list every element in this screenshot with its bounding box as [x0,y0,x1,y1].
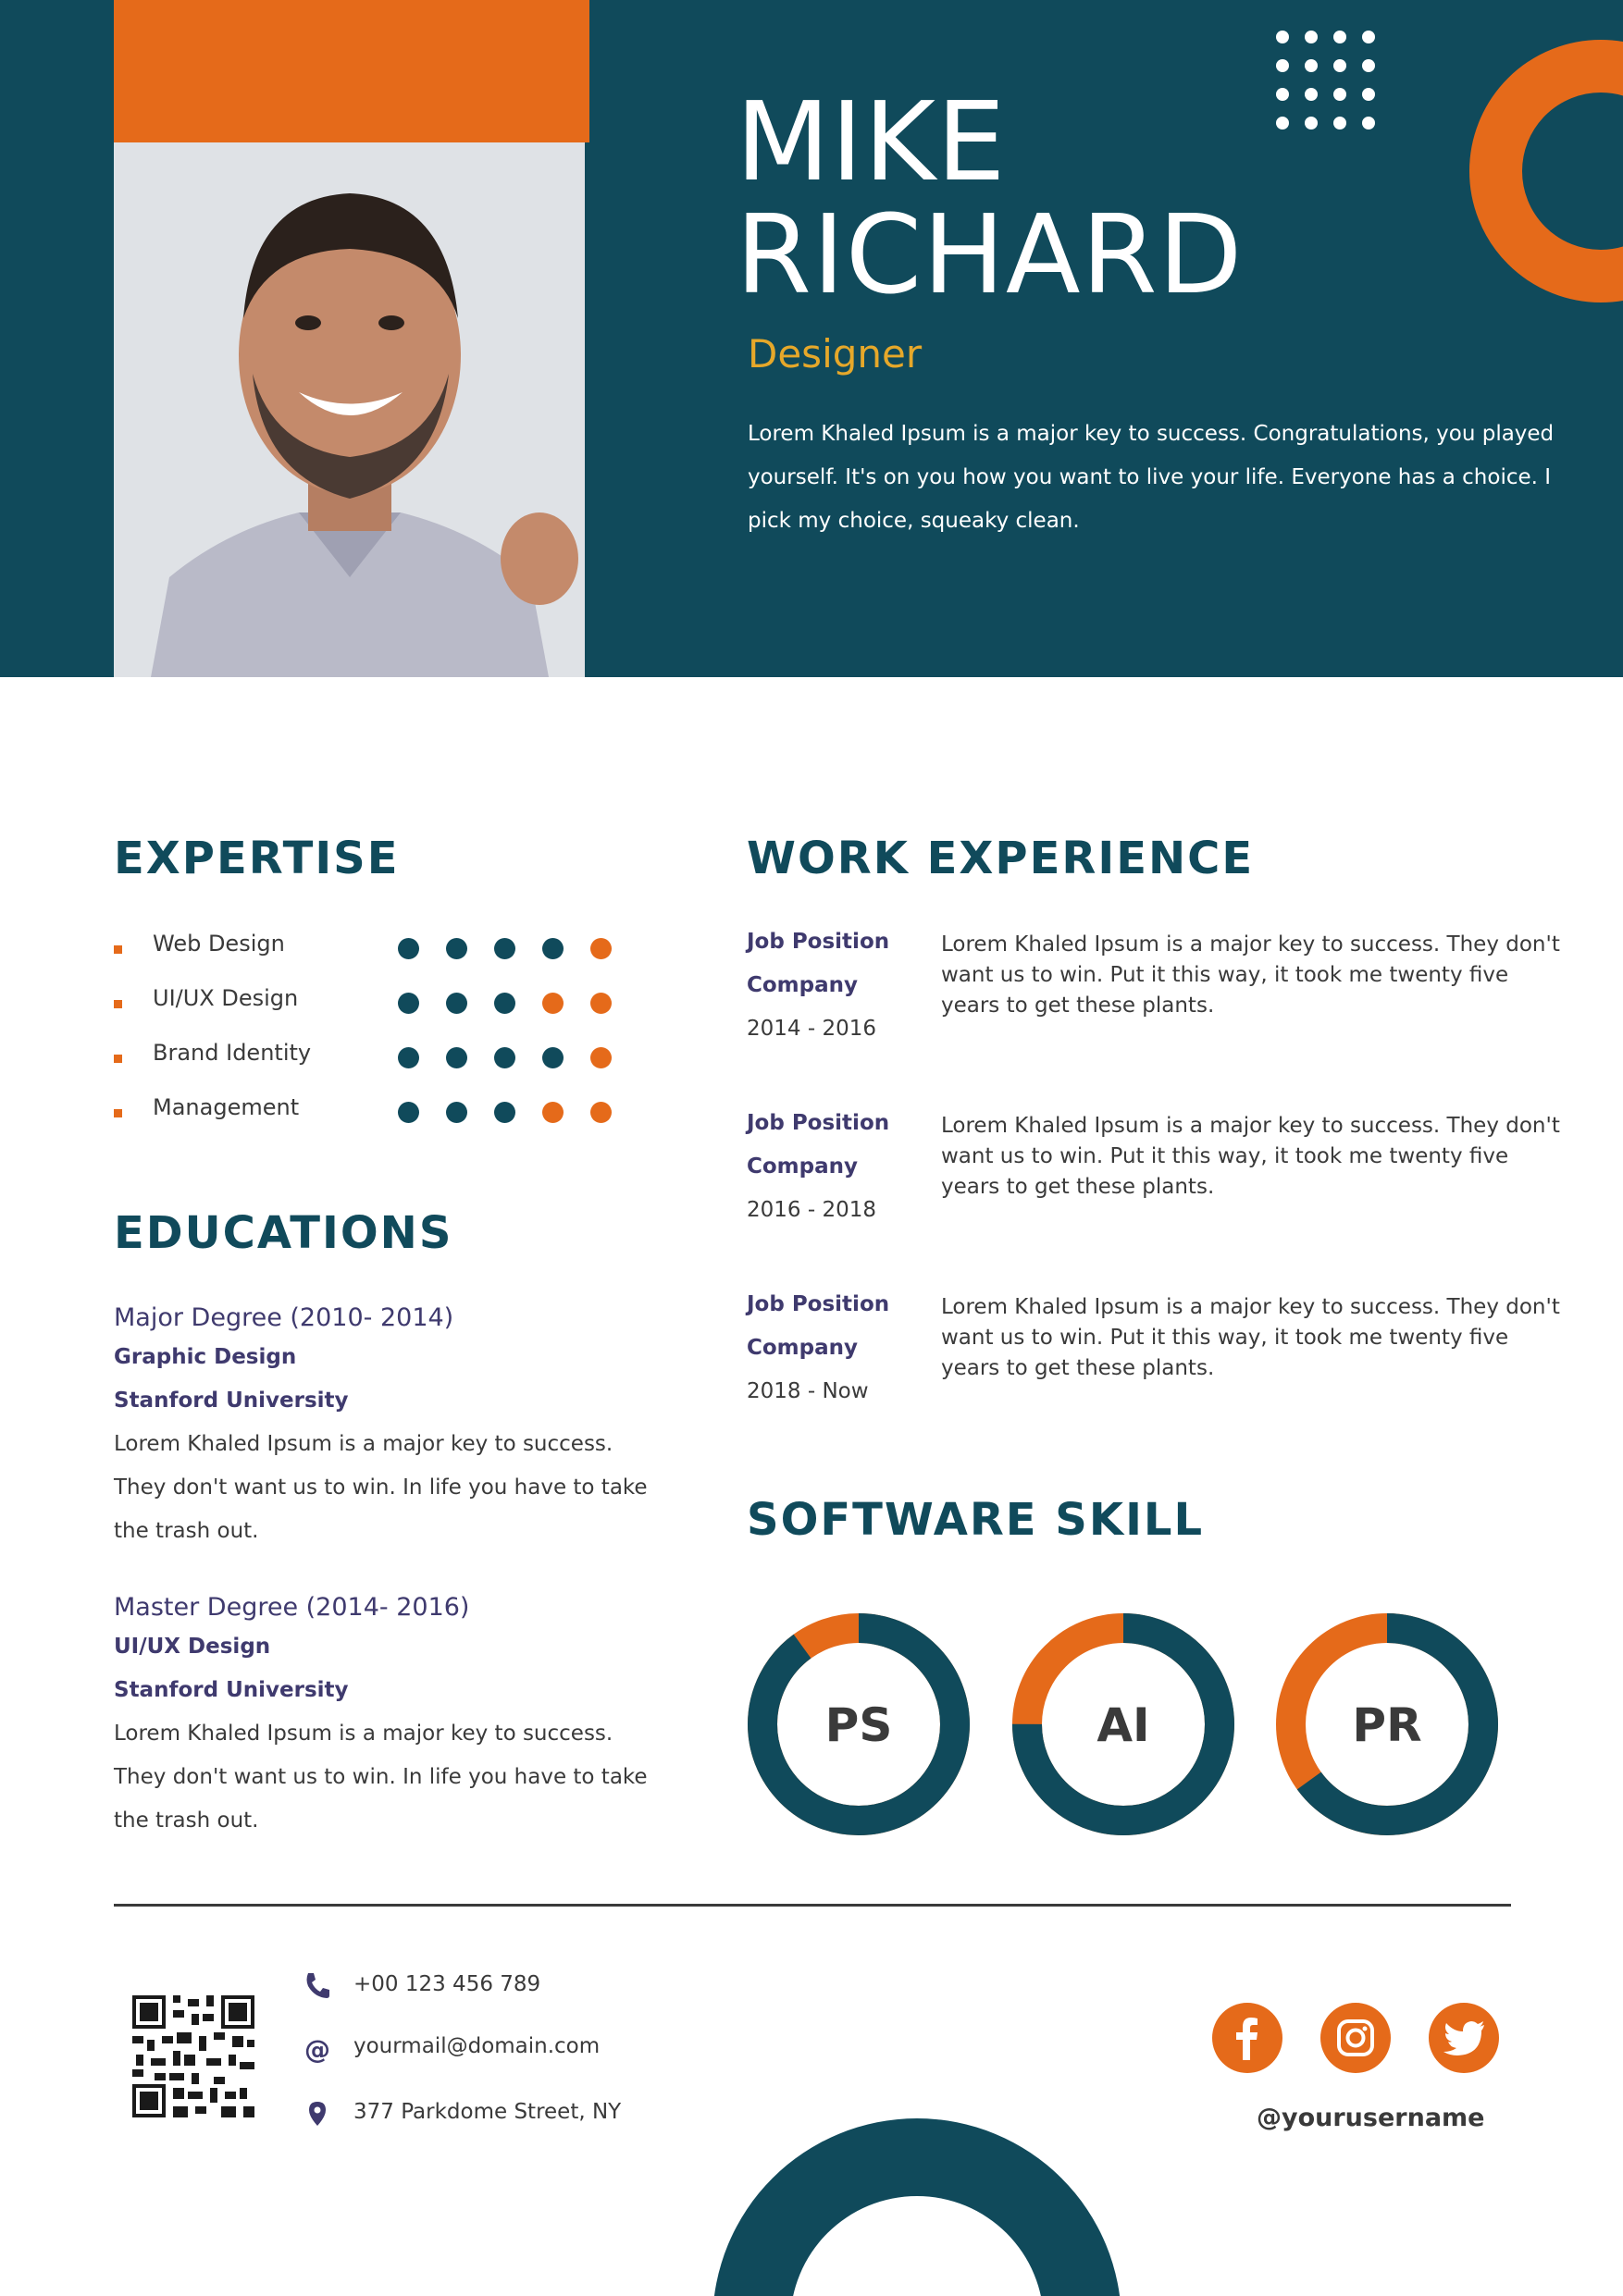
skill-ring-ps [746,1611,972,1837]
educations-heading: EDUCATIONS [114,1207,453,1259]
level-dot-filled [494,1102,515,1123]
level-dot-filled [542,1047,564,1068]
work-position: Job Position [747,1292,890,1316]
contact-phone [304,1969,766,2006]
level-dot-filled [398,1102,419,1123]
dot-grid-decoration [1275,30,1377,131]
first-name: MIKE [736,78,1007,205]
instagram-button[interactable] [1320,2003,1391,2073]
work-entry [747,1111,1580,1268]
expertise-label: Brand Identity [153,1040,312,1066]
work-description: Lorem Khaled Ipsum is a major key to success. They don't want us to win. Put it this way, it took me twenty five years to get these plants. [941,1295,1560,1380]
expertise-item [114,931,632,968]
level-dot-filled [494,938,515,959]
work-years: 2014 - 2016 [747,1017,876,1041]
phone-icon [304,1970,331,2002]
level-dot-empty [590,993,612,1014]
phone-number[interactable]: +00 123 456 789 [353,1972,541,1996]
expertise-label: UI/UX Design [153,985,299,1011]
email-address[interactable]: yourmail@domain.com [353,2034,601,2058]
education-degree: Major Degree (2010- 2014) [114,1303,454,1332]
level-dot-empty [590,1047,612,1068]
bullet-icon [114,1055,122,1063]
contact-address [304,2096,766,2133]
accent-block [114,0,589,142]
education-description: Lorem Khaled Ipsum is a major key to success. They don't want us to win. In life you have to take the trash out. [114,1722,648,1833]
level-dot-filled [446,1102,467,1123]
expertise-level [398,938,638,960]
profile-photo [114,142,585,677]
header-banner [0,0,1623,677]
expertise-level [398,993,638,1015]
work-entry [747,930,1580,1087]
twitter-icon [1429,2003,1499,2073]
svg-text:@: @ [304,2034,330,2064]
skill-label: PS [824,1698,893,1752]
level-dot-filled [494,1047,515,1068]
work-position: Job Position [747,1111,890,1135]
contact-email [304,2031,766,2068]
last-name: RICHARD [736,191,1244,318]
ring-decoration [1469,40,1623,302]
skill-label: PR [1352,1698,1422,1752]
education-entry [114,1590,669,1843]
bullet-icon [114,1000,122,1008]
education-description: Lorem Khaled Ipsum is a major key to success. They don't want us to win. In life you have to take the trash out. [114,1432,648,1543]
level-dot-empty [590,938,612,959]
facebook-button[interactable] [1212,2003,1282,2073]
work-company: Company [747,1336,858,1360]
work-experience-heading: WORK EXPERIENCE [747,833,1255,884]
work-company: Company [747,1154,858,1179]
education-field: Graphic Design [114,1345,297,1369]
work-years: 2016 - 2018 [747,1198,876,1222]
expertise-item [114,985,632,1022]
education-school: Stanford University [114,1389,349,1413]
at-sign-icon [304,2032,331,2064]
expertise-item [114,1040,632,1077]
level-dot-filled [446,993,467,1014]
social-username: @yourusername [1257,2104,1485,2132]
skill-label: AI [1096,1698,1150,1752]
level-dot-filled [446,938,467,959]
work-company: Company [747,973,858,997]
level-dot-empty [542,1102,564,1123]
qr-code [132,1995,254,2117]
work-position: Job Position [747,930,890,954]
level-dot-filled [494,993,515,1014]
instagram-icon [1320,2003,1391,2073]
street-address: 377 Parkdome Street, NY [353,2100,622,2124]
education-entry [114,1301,669,1553]
education-field: UI/UX Design [114,1635,271,1659]
level-dot-empty [542,993,564,1014]
expertise-label: Management [153,1094,300,1120]
level-dot-filled [542,938,564,959]
profile-bio: Lorem Khaled Ipsum is a major key to success. Congratulations, you played yourself. It's on you how you want to live your life. Everyone has a choice. I pick my choice, squeaky clean. [748,422,1555,533]
bottom-arc-decoration [712,2118,1121,2296]
expertise-heading: EXPERTISE [114,833,400,884]
skill-ring-ai [1010,1611,1236,1837]
education-degree: Master Degree (2014- 2016) [114,1593,470,1622]
skill-ring-pr [1274,1611,1500,1837]
work-description: Lorem Khaled Ipsum is a major key to success. They don't want us to win. Put it this way, it took me twenty five years to get these plants. [941,1114,1560,1199]
expertise-item [114,1094,632,1131]
full-name [736,78,1244,318]
twitter-button[interactable] [1429,2003,1499,2073]
facebook-icon [1212,2003,1282,2073]
level-dot-filled [446,1047,467,1068]
location-pin-icon [304,2098,331,2129]
education-school: Stanford University [114,1678,349,1702]
expertise-label: Web Design [153,931,285,957]
software-skill-heading: SOFTWARE SKILL [747,1494,1205,1546]
job-title: Designer [748,331,923,376]
level-dot-empty [590,1102,612,1123]
level-dot-filled [398,1047,419,1068]
bullet-icon [114,1109,122,1117]
expertise-level [398,1102,638,1124]
expertise-level [398,1047,638,1069]
bullet-icon [114,945,122,954]
level-dot-filled [398,938,419,959]
work-description: Lorem Khaled Ipsum is a major key to success. They don't want us to win. Put it this way, it took me twenty five years to get these plants. [941,932,1560,1018]
footer-divider [114,1904,1511,1907]
work-years: 2018 - Now [747,1379,869,1403]
level-dot-filled [398,993,419,1014]
work-entry [747,1292,1580,1450]
